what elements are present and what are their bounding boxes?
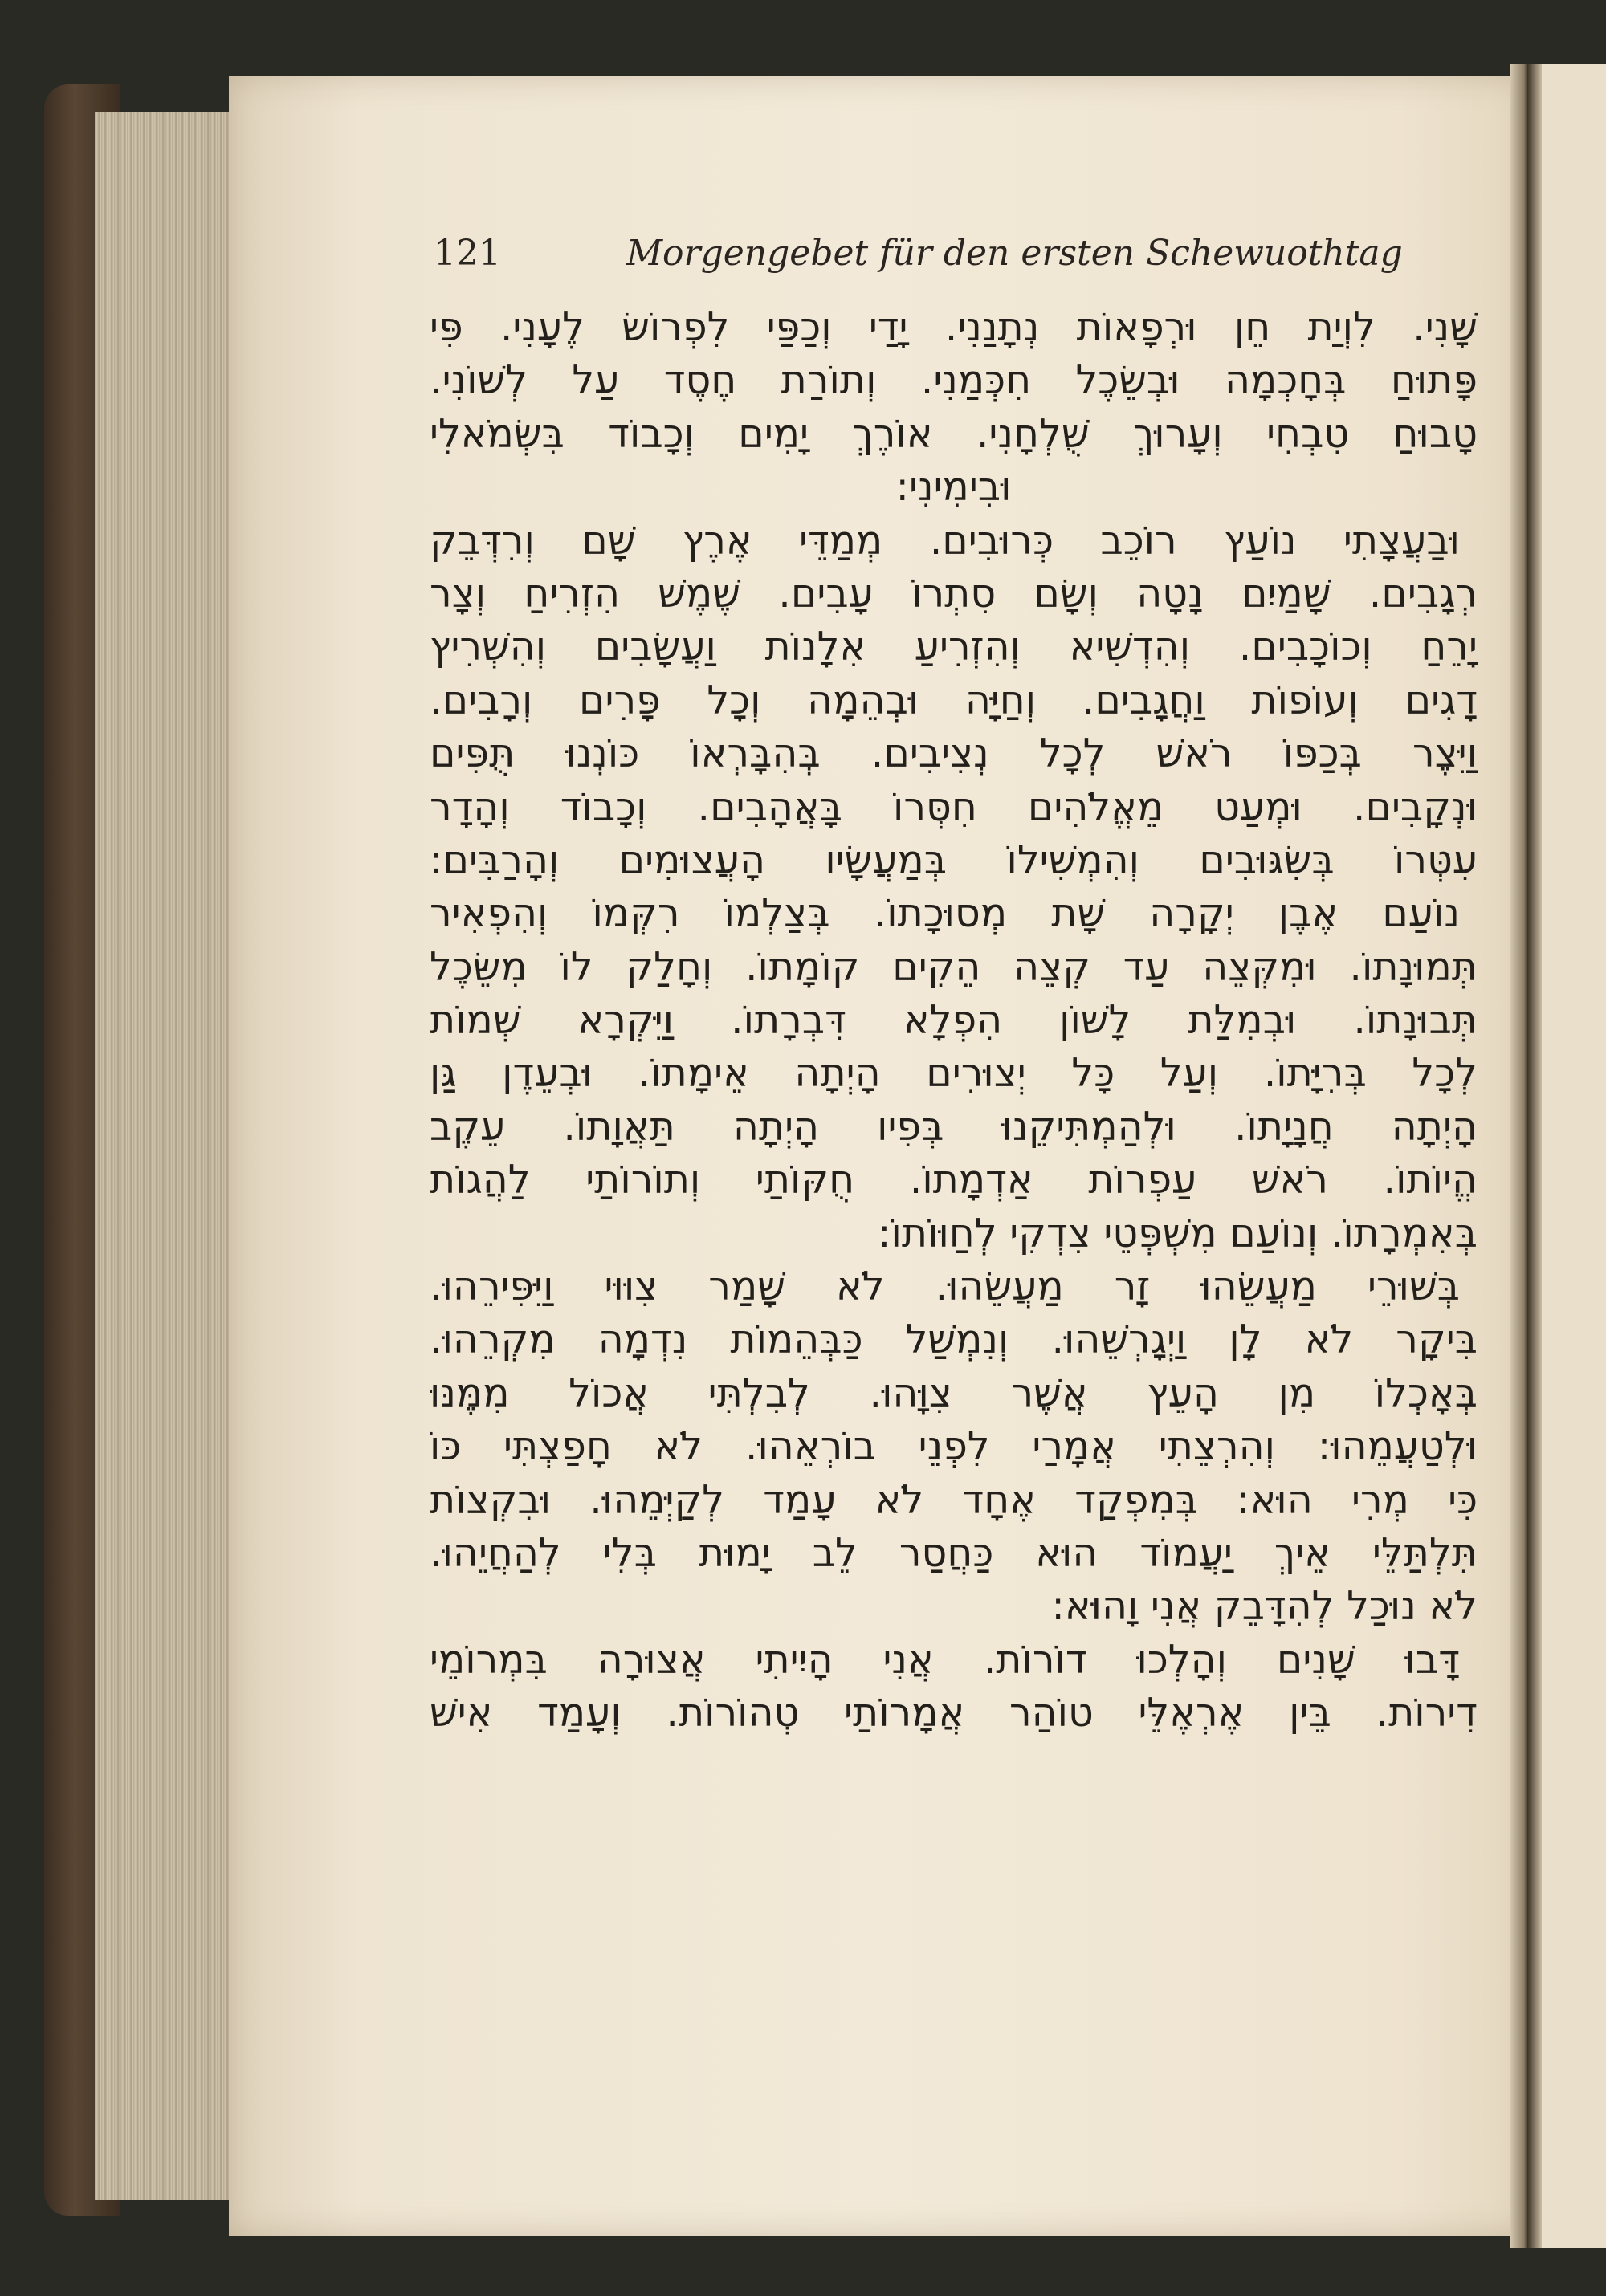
text-line: תְּמוּנָתוֹ. וּמִקְּצֵה עַד קְצֵה הֵקִים קוֹמָתוֹ. וְחָלַק לוֹ מִשֵּׂכֶל: [430, 943, 1478, 990]
page-header: [434, 233, 1437, 289]
text-line: בְּאִמְרָתוֹ. וְנוֹעַם מִשְׁפְּטֵי צִדְקִי לְחַוּוֹתוֹ:: [878, 1210, 1478, 1256]
text-line: כִּי מְרִי הוּא: בְּמִפְקַד אֶחָד לֹא עָמַד לְקַיְּמֵהוּ. וּבִקְצוֹת: [430, 1476, 1478, 1523]
text-line: תִּלְתַּלֵּי אֵיךְ יַעֲמוֹד הוּא כַּחֲסַר לֵב יָמוּת בְּלִי לְהַחֲיֵהוּ.: [430, 1529, 1478, 1576]
text-line: וּבַעֲצָתִי נוֹעַץ רוֹכֵב כְּרוּבִים. מְמַדֵּי אֶרֶץ שָׁם וְרִדְּבֵק: [430, 517, 1460, 564]
hebrew-text-block: [430, 301, 1478, 1740]
text-line: דָּבוּ שָׁנִים וְהָלְכוּ דוֹרוֹת. אֲנִי הָיִיתִי אֲצוּרָה בִּמְרוֹמֵי: [430, 1636, 1460, 1683]
text-line: הֱיוֹתוֹ. רֹאשׁ עַפְרוֹת אַדְמָתוֹ. חֻקּוֹתַי וְתוֹרוֹתַי לַהֲגוֹת: [430, 1157, 1478, 1203]
page-edges: [95, 112, 235, 2200]
facing-page-edge: [1542, 64, 1606, 2248]
text-line: רְגָבִים. שָׁמַיִם נָטָה וְשָׂם סִתְרוֹ עָבִים. שֶׁמֶשׁ הִזְרִיחַ וְצָר: [430, 570, 1478, 617]
text-line: בְּאָכְלוֹ מִן הָעֵץ אֲשֶׁר צִוָּהוּ. לְבִלְתִּי אֲכוֹל מִמֶּנּוּ: [430, 1370, 1478, 1416]
page-gutter: [1510, 64, 1542, 2248]
text-line: שָׁנִי. לִוְיַת חֵן וּרְפָאוֹת נְתָנַנִי. יָדַי וְכַפַּי לִפְרוֹשׂ לֶעָנִי. פִּי: [430, 304, 1478, 350]
text-line: וּנְקָבִים. וּמְעַט מֵאֱלֹהִים חִסְּרוֹ בָּאֲהָבִים. וְכָבוֹד וְהָדָר: [430, 784, 1478, 830]
text-line: הָיְתָה חֲנָיָתוֹ. וּלְהַמְתִּיקֵנוּ בְּפִיו הָיְתָה תַּאֲוָתוֹ. עֵקֶב: [430, 1103, 1478, 1150]
text-line: וַיִּצֶר בְּכַפּוֹ רֹאשׁ לְכָל נְצִיבִים. בְּהִבָּרְאוֹ כּוֹנְנוּ תֻּפִּים: [430, 731, 1478, 777]
text-line: יָרֵחַ וְכוֹכָבִים. וְהִדְשִׁיא וְהִזְרִיעַ אִלָנוֹת וַעֲשָׂבִים וְהִשְׁרִיץ: [430, 624, 1478, 670]
text-line: דִירוֹת. בֵּין אֶרְאֶלֵּי טוֹהַר אֲמָרוֹתַי טְהוֹרוֹת. וְעָמַד אִישׁ: [430, 1690, 1478, 1736]
text-line: וּבִימִינִי:: [895, 464, 1012, 511]
text-line: תְּבוּנָתוֹ. וּבְמִלַּת לָשׁוֹן הִפְלָא דִּבְרָתוֹ. וַיִּקְרָא שְׁמוֹת: [430, 997, 1478, 1044]
text-line: נוֹעַם אֶבֶן יְקָרָה שָׁת מְסוּכָתוֹ. בְּצַלְמוֹ רִקְּמוֹ וְהִפְאִיר: [430, 890, 1460, 937]
text-line: לְכָל בְּרִיָּתוֹ. וְעַל כָּל יְצוּרִים הָיְתָה אֵימָתוֹ. וּבְעֵדֶן גַּן: [430, 1050, 1478, 1097]
running-title: Morgengebet für den ersten Schewuothtag: [626, 233, 1403, 274]
text-line: פָּתוּחַ בְּחָכְמָה וּבְשֵׂכֶל חִכְּמַנִי. וְתוֹרַת חֶסֶד עַל לְשׁוֹנִי.: [430, 357, 1478, 404]
text-line: בְּשׁוּרֵי מַעֲשֵׂהוּ זָר מַעֲשֵׂהוּ. לֹא שָׁמַר צִוּוּי וַיִּפִּירֵהוּ.: [430, 1264, 1460, 1310]
text-line: עִטְּרוֹ בְּשִׂגּוּבִים וְהִמְשִׁילוֹ בְּמַעֲשָׂיו הָעֲצוּמִים וְהָרַבִּים:: [430, 837, 1478, 883]
text-line: דָגִים וְעוֹפוֹת וַחֲגָבִים. וְחַיָּה וּבְהֵמָה וְכָל פָּרִים וְרָבִים.: [430, 677, 1478, 723]
text-line: בִּיקָר לֹא לָן וַיְגָרְשֵׁהוּ. וְנִמְשַׁל כַּבְּהֵמוֹת נִדְמָה מִקְרֵהוּ.: [430, 1317, 1478, 1363]
text-line: וּלְטַעֲמֵהוּ: וְהִרְצֵתִי אֲמָרַי לִפְנֵי בוֹרְאֵהוּ. לֹא חָפַצְתִּי כּוֹ: [430, 1423, 1478, 1470]
page-number: 121: [434, 233, 501, 274]
text-line: טָבוּחַ טִבְחִי וְעָרוּךְ שֻׁלְחָנִי. אוֹרֶךְ יָמִים וְכָבוֹד בִּשְׂמֹאלִי: [430, 410, 1478, 457]
text-line: לֹא נוּכַל לְהִדָּבֵק אֲנִי וָהוּא:: [1051, 1583, 1478, 1630]
